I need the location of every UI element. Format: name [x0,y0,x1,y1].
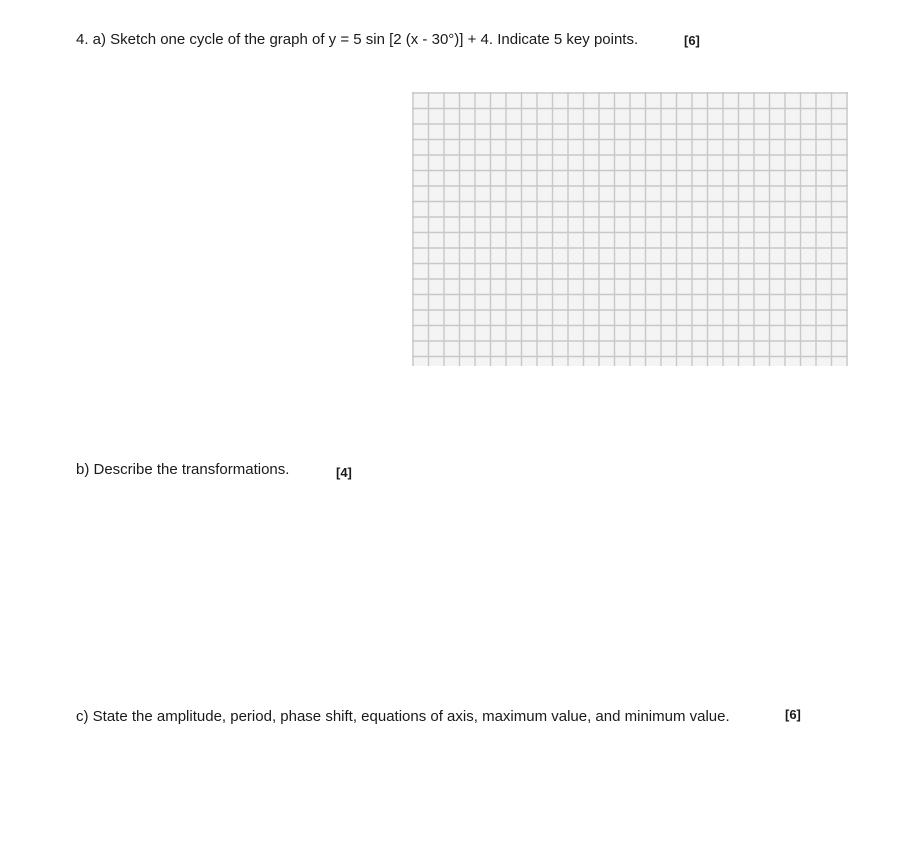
question-c-text: c) State the amplitude, period, phase shift, equations of axis, maximum value, and minimum value. [76,708,730,725]
question-a-text: 4. a) Sketch one cycle of the graph of y = 5 sin [2 (x - 30°)] + 4. Indicate 5 key points. [76,31,639,48]
graph-paper-grid[interactable] [412,92,848,366]
question-b-text: b) Describe the transformations. [76,461,290,478]
question-a-marks: [6] [684,33,700,48]
question-c-marks: [6] [785,707,801,722]
question-b-marks: [4] [336,465,352,480]
